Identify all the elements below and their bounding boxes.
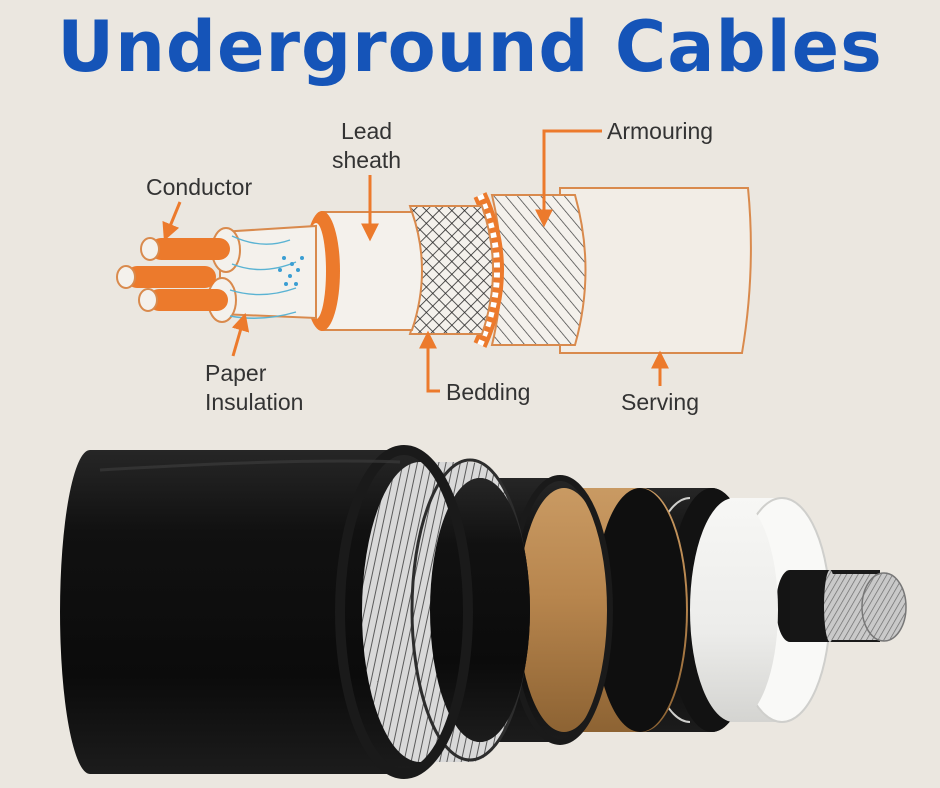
armouring-layer <box>492 195 586 345</box>
conductor-arrow <box>166 202 180 236</box>
serving-layer <box>560 188 751 353</box>
paper-insulation-label: Paper Insulation <box>205 360 304 415</box>
lead-sheath-label: Lead sheath <box>332 118 402 173</box>
realistic-cable <box>60 450 906 774</box>
conductor-strands-end <box>862 573 906 641</box>
conductor-wires <box>117 238 230 311</box>
bedding-label: Bedding <box>446 379 531 405</box>
serving-label: Serving <box>621 389 699 415</box>
bedding-arrow <box>428 336 440 391</box>
armouring-label: Armouring <box>607 118 714 144</box>
schematic-cable <box>117 131 751 391</box>
paper-insulation-arrow <box>233 318 244 356</box>
page-title: Underground Cables <box>57 6 883 88</box>
conductor-label: Conductor <box>146 174 253 200</box>
